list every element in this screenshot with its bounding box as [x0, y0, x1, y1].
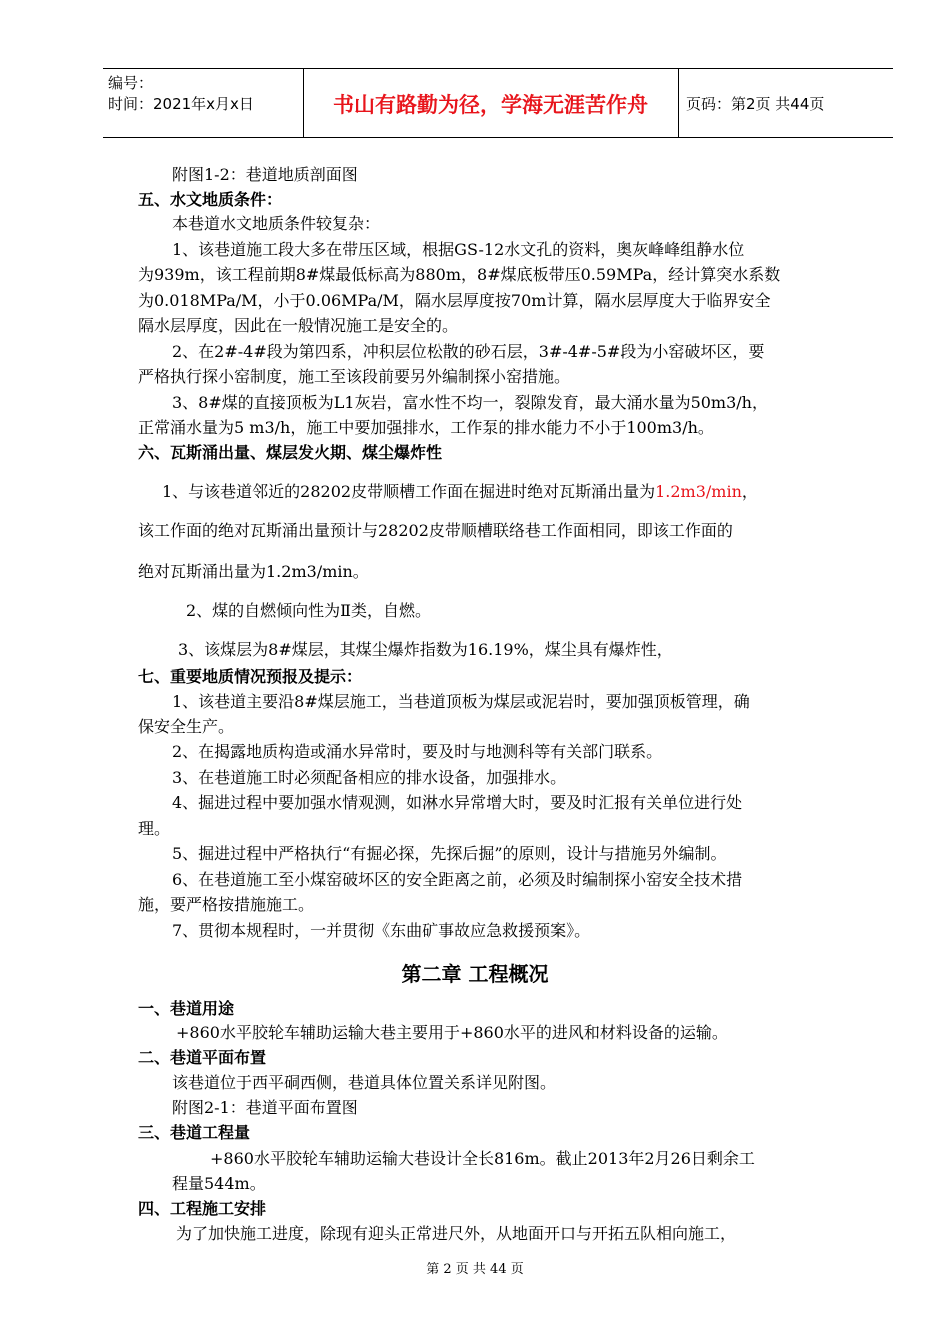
line-punctuation: ，	[741, 482, 758, 501]
paragraph-line: 该巷道位于西平硐西侧，巷道具体位置关系详见附图。	[172, 1073, 557, 1092]
section-heading: 四、工程施工安排	[138, 1199, 267, 1218]
paragraph-line: 3、该煤层为8#煤层，其煤尘爆炸指数为16.19%，煤尘具有爆炸性，	[178, 640, 673, 659]
paragraph-line	[162, 481, 758, 503]
header-motto: 书山有路勤为径，学海无涯苦作舟	[333, 93, 648, 117]
section-heading: 三、巷道工程量	[138, 1123, 251, 1142]
paragraph-line: 施，要严格按措施施工。	[138, 895, 315, 914]
figure-caption: 附图1-2：巷道地质剖面图	[172, 165, 358, 184]
section-heading: 六、瓦斯涌出量、煤层发火期、煤尘爆炸性	[138, 443, 443, 462]
page-footer: 第 2 页 共 44 页	[426, 1262, 524, 1277]
page-header	[103, 68, 893, 138]
time-label: 时间：2021年x月x日	[108, 95, 254, 113]
paragraph-line: 为0.018MPa/M，小于0.06MPa/M，隔水层厚度按70m计算，隔水层厚度大于临界安全	[138, 291, 771, 310]
paragraph-line: 程量544m。	[172, 1174, 266, 1193]
section-heading: 二、巷道平面布置	[138, 1048, 267, 1067]
paragraph-line: 理。	[138, 819, 171, 838]
paragraph-line: +860水平胶轮车辅助运输大巷主要用于+860水平的进风和材料设备的运输。	[176, 1023, 728, 1042]
paragraph-line: 隔水层厚度，因此在一般情况施工是安全的。	[138, 316, 459, 335]
header-divider	[678, 69, 679, 137]
header-left	[108, 73, 303, 115]
line-text: 1、与该巷道邻近的28202皮带顺槽工作面在掘进时绝对瓦斯涌出量为	[162, 482, 656, 501]
paragraph-line: 为了加快施工进度，除现有迎头正常进尺外，从地面开口与开拓五队相向施工，	[176, 1224, 737, 1243]
section-heading: 七、重要地质情况预报及提示：	[138, 667, 363, 686]
paragraph-line: 2、在揭露地质构造或涌水异常时，要及时与地测科等有关部门联系。	[172, 742, 663, 761]
paragraph-line: 为939m，该工程前期8#煤最低标高为880m，8#煤底板带压0.59MPa，经计算突水系数	[138, 265, 781, 284]
section-heading: 一、巷道用途	[138, 999, 235, 1018]
paragraph-line: 保安全生产。	[138, 717, 235, 736]
paragraph-line: 7、贯彻本规程时，一并贯彻《东曲矿事故应急救援预案》。	[172, 921, 591, 940]
page-info: 页码：第2页 共44页	[686, 95, 825, 113]
paragraph-line: 本巷道水文地质条件较复杂：	[172, 214, 381, 233]
paragraph-line: 1、该巷道施工段大多在带压区域，根据GS-12水文孔的资料，奥灰峰峰组静水位	[172, 240, 745, 259]
gas-emission-value: 1.2m3/min	[655, 482, 742, 501]
paragraph-line: 严格执行探小窑制度，施工至该段前要另外编制探小窑措施。	[138, 367, 571, 386]
paragraph-line: 2、煤的自燃倾向性为Ⅱ类，自燃。	[186, 601, 432, 620]
paragraph-line: 2、在2#-4#段为第四系，冲积层位松散的砂石层，3#-4#-5#段为小窑破坏区，要	[172, 342, 765, 361]
paragraph-line: 5、掘进过程中严格执行“有掘必探，先探后掘”的原则，设计与措施另外编制。	[172, 844, 727, 863]
paragraph-line: 3、在巷道施工时必须配备相应的排水设备，加强排水。	[172, 768, 567, 787]
paragraph-line: 正常涌水量为5 m3/h，施工中要加强排水，工作泵的排水能力不小于100m3/h。	[138, 418, 714, 437]
paragraph-line: 3、8#煤的直接顶板为L1灰岩，富水性不均一，裂隙发育，最大涌水量为50m3/h，	[172, 393, 768, 412]
figure-caption: 附图2-1：巷道平面布置图	[172, 1098, 358, 1117]
paragraph-line: +860水平胶轮车辅助运输大巷设计全长816m。截止2013年2月26日剩余工	[210, 1149, 755, 1168]
section-heading: 五、水文地质条件：	[138, 190, 283, 209]
paragraph-line: 1、该巷道主要沿8#煤层施工，当巷道顶板为煤层或泥岩时，要加强顶板管理，确	[172, 692, 750, 711]
paragraph-line: 绝对瓦斯涌出量为1.2m3/min。	[138, 562, 369, 581]
paragraph-line: 6、在巷道施工至小煤窑破坏区的安全距离之前，必须及时编制探小窑安全技术措	[172, 870, 743, 889]
chapter-title: 第二章 工程概况	[401, 962, 549, 986]
paragraph-line: 4、掘进过程中要加强水情观测，如淋水异常增大时，要及时汇报有关单位进行处	[172, 793, 743, 812]
paragraph-line: 该工作面的绝对瓦斯涌出量预计与28202皮带顺槽联络巷工作面相同，即该工作面的	[138, 521, 733, 540]
number-label: 编号：	[108, 74, 154, 92]
